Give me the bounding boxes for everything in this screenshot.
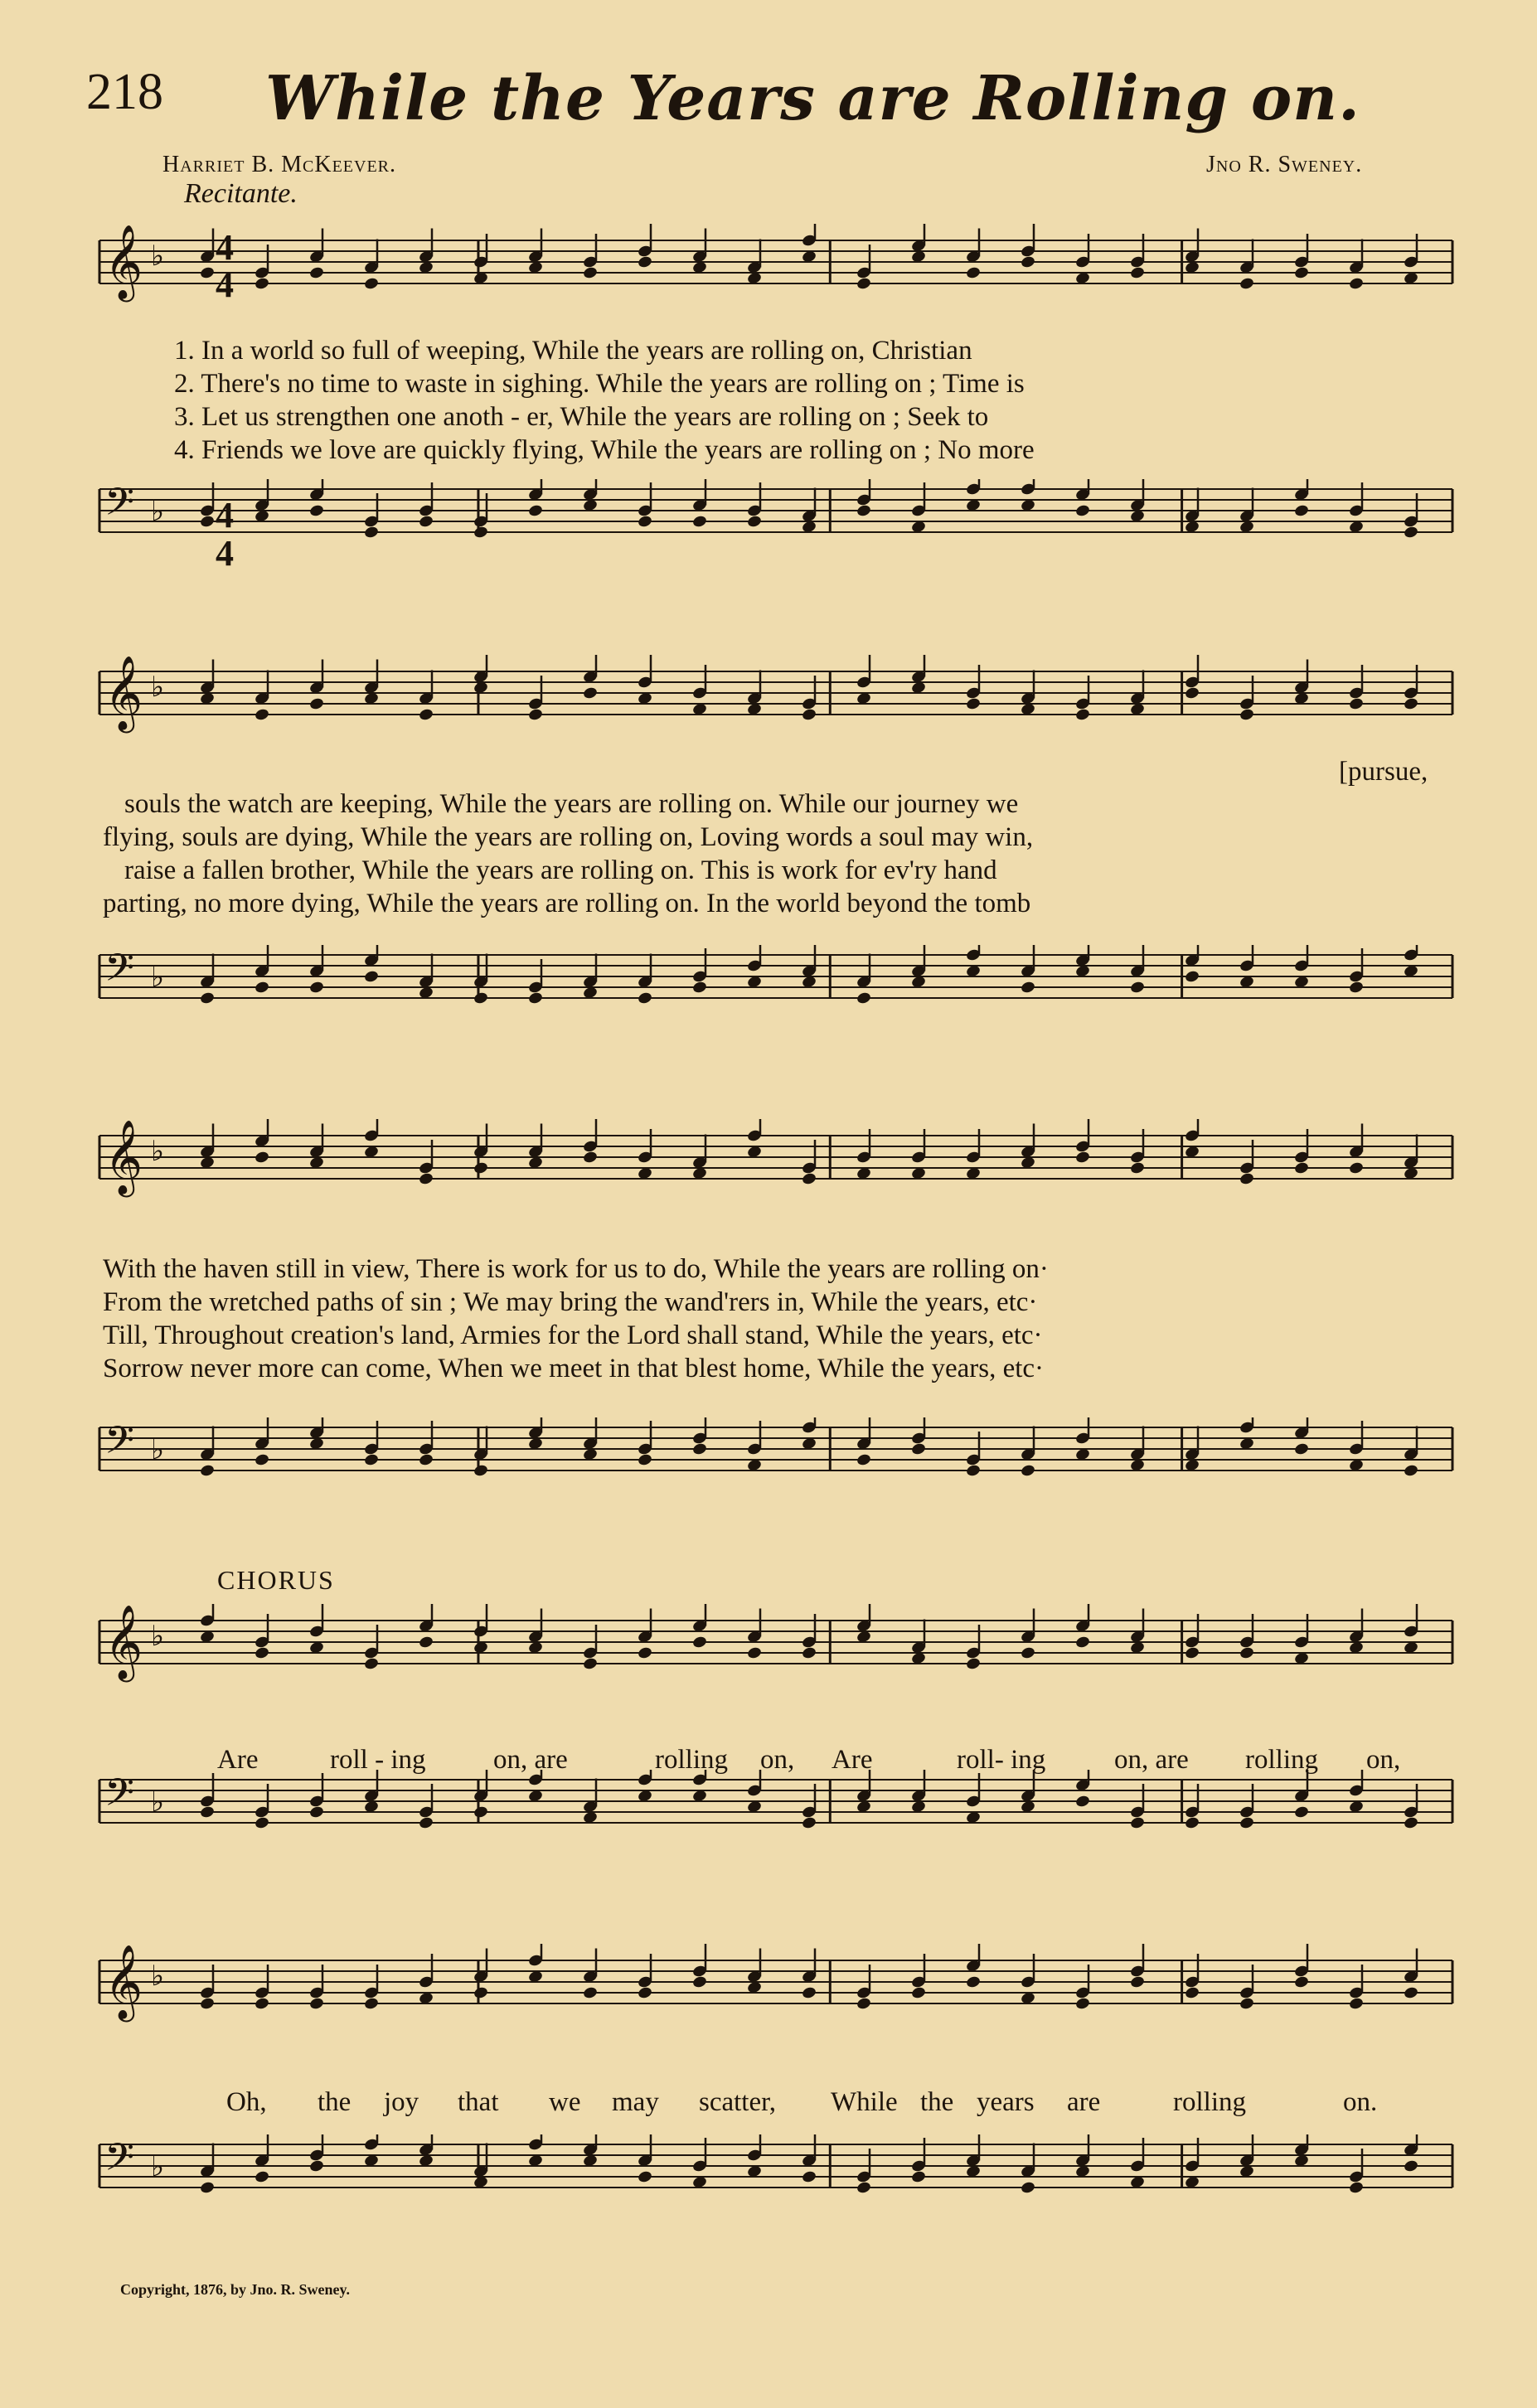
treble-clef-icon: 𝄞 [104, 1945, 143, 2019]
s1-verse-1: 1. In a world so full of weeping, While the years are rolling on, Christian [174, 336, 972, 366]
s3-verse-2: From the wretched paths of sin ; We may bring the wand'rers in, While the years, etc· [103, 1287, 1038, 1317]
composer-credit: Jno R. Sweney. [1206, 152, 1363, 177]
s5-word-2: the [318, 2087, 352, 2117]
s5-word-6: may [612, 2087, 659, 2117]
s4-word-9: rolling [1245, 1745, 1318, 1775]
tempo-marking: Recitante. [184, 178, 298, 209]
s5-word-13: on. [1343, 2087, 1378, 2117]
s1-verse-2: 2. There's no time to waste in sighing. While the years are rolling on ; Time is [174, 369, 1025, 399]
treble-clef-icon: 𝄞 [104, 1120, 143, 1194]
lyricist-credit: Harriet B. McKeever. [162, 152, 397, 177]
s4-word-4: rolling [655, 1745, 728, 1775]
bass-clef-icon: 𝄢 [104, 1771, 135, 1824]
flat-key-signature-icon: ♭ [151, 1135, 165, 1168]
time-sig-bottom-treble: 4 [216, 264, 234, 305]
s5-word-1: Oh, [226, 2087, 267, 2117]
bass-clef-icon: 𝄢 [104, 2135, 135, 2189]
s5-word-12: rolling [1173, 2087, 1246, 2117]
s3-verse-3: Till, Throughout creation's land, Armies for the Lord shall stand, While the years, etc· [103, 1320, 1043, 1350]
flat-key-signature-icon: ♭ [151, 1785, 165, 1819]
s5-word-9: the [920, 2087, 954, 2117]
time-sig-top-treble: 4 [216, 227, 234, 268]
treble-clef-icon: 𝄞 [104, 1605, 143, 1679]
bass-clef-icon: 𝄢 [104, 1418, 135, 1472]
s2-verse-2: flying, souls are dying, While the years are rolling on, Loving words a soul may win, [103, 822, 1034, 852]
s1-verse-3: 3. Let us strengthen one anoth - er, While the years are rolling on ; Seek to [174, 402, 989, 432]
s4-word-2: roll - ing [330, 1745, 426, 1775]
s2-verse-1: souls the watch are keeping, While the years are rolling on. While our journey we [124, 789, 1019, 819]
copyright-notice: Copyright, 1876, by Jno. R. Sweney. [120, 2281, 351, 2298]
s2-verse-4: parting, no more dying, While the years are rolling on. In the world beyond the tomb [103, 889, 1031, 918]
s5-word-4: that [458, 2087, 499, 2117]
s2-verse-3: raise a fallen brother, While the years are rolling on. This is work for ev'ry hand [124, 855, 997, 885]
s1-verse-4: 4. Friends we love are quickly flying, While the years are rolling on ; No more [174, 435, 1035, 465]
treble-clef-icon: 𝄞 [104, 225, 143, 299]
s4-word-10: on, [1366, 1745, 1401, 1775]
s3-verse-1: With the haven still in view, There is work for us to do, While the years are rolling on· [103, 1254, 1049, 1284]
flat-key-signature-icon: ♭ [151, 2150, 165, 2183]
flat-key-signature-icon: ♭ [151, 1960, 165, 1993]
flat-key-signature-icon: ♭ [151, 671, 165, 704]
s2-pursue: [pursue, [1339, 757, 1428, 787]
s5-word-5: we [549, 2087, 581, 2117]
bass-clef-icon: 𝄢 [104, 946, 135, 1000]
s4-word-6: Are [832, 1745, 873, 1775]
s5-word-3: joy [384, 2087, 419, 2117]
hymn-title: While the Years are Rolling on. [265, 63, 1360, 134]
flat-key-signature-icon: ♭ [151, 240, 165, 273]
flat-key-signature-icon: ♭ [151, 1620, 165, 1653]
s5-word-8: While [831, 2087, 898, 2117]
s4-word-5: on, [760, 1745, 795, 1775]
page-number: 218 [86, 64, 163, 120]
treble-clef-icon: 𝄞 [104, 656, 143, 730]
s3-verse-4: Sorrow never more can come, When we meet in that blest home, While the years, etc· [103, 1354, 1045, 1383]
s5-word-10: years [977, 2087, 1035, 2117]
s5-word-7: scatter, [699, 2087, 777, 2117]
flat-key-signature-icon: ♭ [151, 1433, 165, 1466]
s4-word-7: roll- ing [957, 1745, 1046, 1775]
s4-word-1: Are [217, 1745, 259, 1775]
time-sig-top-bass: 4 [216, 495, 234, 535]
s5-word-11: are [1067, 2087, 1101, 2117]
time-sig-bottom-bass: 4 [216, 533, 234, 574]
bass-clef-icon: 𝄢 [104, 480, 135, 534]
flat-key-signature-icon: ♭ [151, 495, 165, 528]
s4-word-3: on, are [493, 1745, 568, 1775]
s4-word-8: on, are [1114, 1745, 1189, 1775]
chorus-label: CHORUS [217, 1565, 335, 1595]
flat-key-signature-icon: ♭ [151, 961, 165, 994]
